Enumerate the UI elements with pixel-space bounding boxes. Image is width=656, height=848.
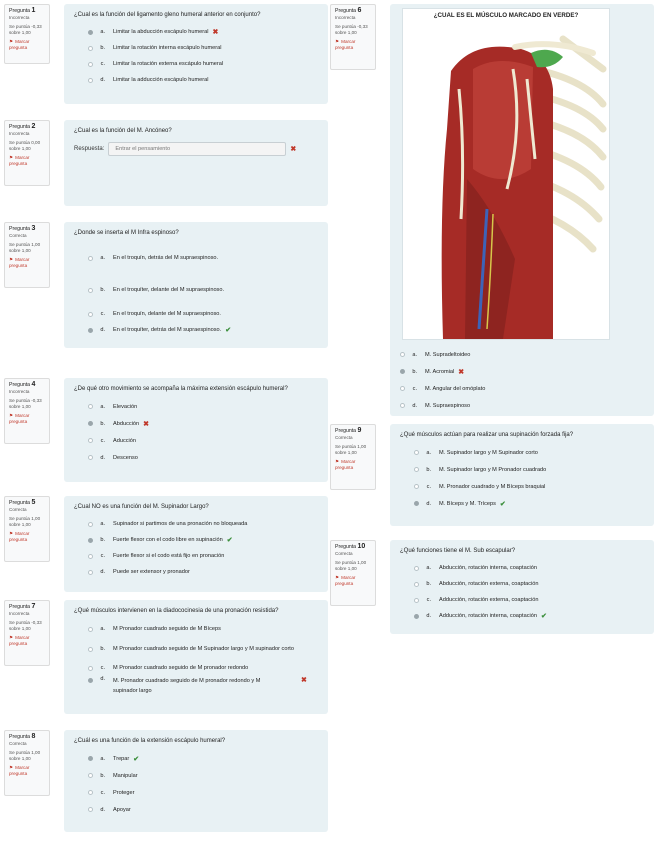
- question-info-9: Pregunta 9 Correcta Se puntúa 1,00 sobre 1,00 ⚑ Marcar pregunta: [330, 424, 376, 490]
- answer-option-a[interactable]: a. Supinador si partimos de una pronación no bloqueada: [88, 516, 318, 532]
- question-text: ¿Qué funciones tiene el M. Sub escapular?: [400, 548, 516, 554]
- question-info-5: Pregunta 5 Correcta Se puntúa 1,00 sobre 1,00 ⚑ Marcar pregunta: [4, 496, 50, 562]
- answer-label: Respuesta:: [74, 146, 105, 152]
- answer-option-d[interactable]: d. Adducción, rotación interna, coaptación ✔: [414, 608, 644, 624]
- answer-option-d[interactable]: d. Descenso: [88, 449, 318, 466]
- answer-option-c[interactable]: c. Adducción, rotación externa, coaptación: [414, 592, 644, 608]
- flag-icon: ⚑: [9, 257, 14, 262]
- question-6-options: [400, 346, 640, 414]
- status-text: Correcta: [9, 233, 27, 238]
- flag-icon: ⚑: [9, 531, 14, 536]
- incorrect-icon: ✖: [458, 368, 465, 376]
- grade-text: Se puntúa 0,00 sobre 1,00: [9, 140, 41, 151]
- question-card-10: [390, 540, 654, 634]
- flag-question-link[interactable]: ⚑ Marcar pregunta: [335, 575, 356, 586]
- question-card-2: [64, 120, 328, 206]
- question-text: ¿Cual es la función del ligamento gleno humeral anterior en conjunto?: [74, 12, 261, 18]
- answer-option-d[interactable]: d. Puede ser extensor y pronador: [88, 564, 318, 580]
- correct-icon: ✔: [133, 755, 140, 763]
- question-text: ¿Qué músculos actúan para realizar una supinación forzada fija?: [400, 432, 574, 438]
- correct-icon: ✔: [499, 500, 506, 508]
- flag-icon: ⚑: [335, 459, 340, 464]
- flag-question-link[interactable]: ⚑ Marcar pregunta: [9, 531, 30, 542]
- question-number: 5: [31, 499, 36, 506]
- grade-text: Se puntúa 1,00 sobre 1,00: [9, 516, 41, 527]
- flag-icon: ⚑: [9, 413, 14, 418]
- question-text: ¿CUAL ES EL MÚSCULO MARCADO EN VERDE?: [433, 12, 579, 19]
- answer-option-d[interactable]: d. M. Bíceps y M. Tríceps ✔: [414, 495, 644, 512]
- grade-text: Se puntúa -0,33 sobre 1,00: [9, 24, 42, 35]
- question-text: ¿Qué músculos intervienen en la diadococinesia de una pronación resistida?: [74, 608, 279, 614]
- question-card-3: [64, 222, 328, 348]
- answer-option-c[interactable]: c. Aducción: [88, 432, 318, 449]
- flag-question-link[interactable]: ⚑ Marcar pregunta: [9, 413, 30, 424]
- answer-option-b[interactable]: b. Manipular: [88, 767, 318, 784]
- answer-option-b[interactable]: b. Fuerte flexor con el codo libre en supinación ✔: [88, 532, 318, 548]
- question-text: ¿De qué otro movimiento se acompaña la máxima extensión escápulo humeral?: [74, 386, 288, 392]
- answer-option-d[interactable]: d. M. Supraespinoso: [400, 397, 640, 414]
- incorrect-icon: ✖: [212, 29, 219, 36]
- question-number: 4: [31, 381, 36, 388]
- question-text: ¿Cual NO es una función del M. Supinador Largo?: [74, 504, 209, 510]
- incorrect-icon: ✖: [290, 146, 297, 153]
- question-info-7: Pregunta 7 Incorrecta Se puntúa -0,33 sobre 1,00 ⚑ Marcar pregunta: [4, 600, 50, 666]
- answer-option-b[interactable]: b. M. Supinador largo y M Pronador cuadrado: [414, 461, 644, 478]
- question-info-3: Pregunta 3 Correcta Se puntúa 1,00 sobre 1,00 ⚑ Marcar pregunta: [4, 222, 50, 288]
- answer-option-a[interactable]: a. M. Supinador largo y M Supinador corto: [414, 444, 644, 461]
- answer-option-d[interactable]: d. M. Pronador cuadrado seguido de M pronador redondo y M supinador largo ✖: [88, 676, 318, 702]
- flag-icon: ⚑: [335, 575, 340, 580]
- question-info-6: Pregunta 6 Incorrecta Se puntúa -0,33 sobre 1,00 ⚑ Marcar pregunta: [330, 4, 376, 70]
- shoulder-muscle-image: [403, 9, 609, 339]
- answer-option-c[interactable]: c. Proteger: [88, 784, 318, 801]
- correct-icon: ✔: [225, 327, 232, 334]
- grade-text: Se puntúa -0,33 sobre 1,00: [9, 620, 42, 631]
- question-number: 7: [31, 603, 36, 610]
- answer-option-c[interactable]: c. M Pronador cuadrado seguido de M pronador redondo: [88, 660, 318, 676]
- answer-option-a[interactable]: a. Elevación: [88, 398, 318, 415]
- question-text: ¿Cual es la función del M. Ancóneo?: [74, 128, 172, 134]
- question-number: 6: [357, 7, 362, 14]
- answer-option-c[interactable]: c. M. Pronador cuadrado y M Bíceps braquial: [414, 478, 644, 495]
- answer-option-d[interactable]: d. En el troquíter, detrás del M supraespinoso. ✔: [88, 322, 318, 338]
- status-text: Incorrecta: [9, 15, 30, 20]
- answer-option-c[interactable]: c. En el troquín, delante del M supraespinoso.: [88, 306, 318, 322]
- answer-option-a[interactable]: a. M. Supradeltoideo: [400, 346, 640, 363]
- flag-icon: ⚑: [9, 155, 14, 160]
- answer-option-b[interactable]: b. M. Acromial ✖: [400, 363, 640, 380]
- flag-icon: ⚑: [9, 635, 14, 640]
- status-text: Incorrecta: [9, 131, 30, 136]
- flag-icon: ⚑: [9, 39, 14, 44]
- status-text: Correcta: [335, 551, 353, 556]
- question-number: 10: [357, 543, 366, 550]
- incorrect-icon: ✖: [143, 420, 149, 428]
- status-text: Correcta: [9, 741, 27, 746]
- question-number: 3: [31, 225, 36, 232]
- question-card-4: [64, 378, 328, 482]
- answer-option-a[interactable]: a. En el troquín, detrás del M supraespinoso.: [88, 242, 318, 274]
- grade-text: Se puntúa 1,00 sobre 1,00: [335, 560, 367, 571]
- grade-text: Se puntúa 1,00 sobre 1,00: [9, 750, 41, 761]
- question-number: 2: [31, 123, 36, 130]
- question-card-5: [64, 496, 328, 592]
- question-info-1: Pregunta 1 Incorrecta Se puntúa -0,33 sobre 1,00 ⚑ Marcar pregunta: [4, 4, 50, 64]
- correct-icon: ✔: [540, 613, 547, 620]
- flag-question-link[interactable]: ⚑ Marcar pregunta: [335, 459, 356, 470]
- answer-option-b[interactable]: b. Limitar la rotación interna escápulo humeral: [88, 40, 318, 56]
- flag-question-link[interactable]: ⚑ Marcar pregunta: [9, 257, 30, 268]
- flag-question-link[interactable]: ⚑ Marcar pregunta: [9, 765, 30, 776]
- question-card-7: [64, 600, 328, 714]
- question-card-8: [64, 730, 328, 832]
- answer-option-a[interactable]: a. M Pronador cuadrado seguido de M Bíceps: [88, 620, 318, 638]
- grade-text: Se puntúa 1,00 sobre 1,00: [9, 242, 41, 253]
- answer-option-b[interactable]: b. Abducción, rotación externa, coaptación: [414, 576, 644, 592]
- question-number: 8: [31, 733, 36, 740]
- grade-text: Se puntúa -0,33 sobre 1,00: [335, 24, 368, 35]
- status-text: Incorrecta: [9, 389, 30, 394]
- question-number: 9: [357, 427, 362, 434]
- status-text: Incorrecta: [9, 611, 30, 616]
- question-text: ¿Cuál es una función de la extensión escápulo humeral?: [74, 738, 226, 744]
- question-number: 1: [31, 7, 36, 14]
- flag-question-link[interactable]: ⚑ Marcar pregunta: [335, 39, 356, 50]
- status-text: Incorrecta: [335, 15, 356, 20]
- question-card-9: [390, 424, 654, 526]
- question-info-2: Pregunta 2 Incorrecta Se puntúa 0,00 sobre 1,00 ⚑ Marcar pregunta: [4, 120, 50, 186]
- question-info-8: Pregunta 8 Correcta Se puntúa 1,00 sobre 1,00 ⚑ Marcar pregunta: [4, 730, 50, 796]
- flag-question-link[interactable]: ⚑ Marcar pregunta: [9, 39, 30, 50]
- flag-icon: ⚑: [9, 765, 14, 770]
- answer-option-b[interactable]: b. En el troquíter, delante del M supraespinoso.: [88, 274, 318, 306]
- answer-option-a[interactable]: a. Trepar ✔: [88, 750, 318, 767]
- flag-question-link[interactable]: ⚑ Marcar pregunta: [9, 635, 30, 646]
- answer-option-a[interactable]: a. Abducción, rotación interna, coaptación: [414, 560, 644, 576]
- answer-input[interactable]: Entrar el pensamiento: [108, 142, 286, 156]
- answer-option-c[interactable]: c. Limitar la rotación externa escápulo humeral: [88, 56, 318, 72]
- anatomy-figure: [402, 8, 610, 340]
- status-text: Correcta: [9, 507, 27, 512]
- correct-icon: ✔: [226, 537, 233, 544]
- question-info-10: Pregunta 10 Correcta Se puntúa 1,00 sobre 1,00 ⚑ Marcar pregunta: [330, 540, 376, 606]
- question-card-1: [64, 4, 328, 104]
- answer-option-b[interactable]: b. M Pronador cuadrado seguido de M Supinador largo y M supinador corto: [88, 638, 318, 660]
- answer-option-d[interactable]: d. Apoyar: [88, 801, 318, 818]
- incorrect-icon: ✖: [301, 677, 307, 684]
- answer-option-d[interactable]: d. Limitar la adducción escápulo humeral: [88, 72, 318, 88]
- status-text: Correcta: [335, 435, 353, 440]
- flag-question-link[interactable]: ⚑ Marcar pregunta: [9, 155, 30, 166]
- question-text: ¿Donde se inserta el M Infra espinoso?: [74, 230, 179, 236]
- answer-row: [74, 142, 318, 156]
- answer-option-b[interactable]: b. Abducción ✖: [88, 415, 318, 432]
- answer-option-c[interactable]: c. Fuerte flexor si el codo está fijo en pronación: [88, 548, 318, 564]
- grade-text: Se puntúa 1,00 sobre 1,00: [335, 444, 367, 455]
- question-info-4: Pregunta 4 Incorrecta Se puntúa -0,33 sobre 1,00 ⚑ Marcar pregunta: [4, 378, 50, 444]
- answer-option-a[interactable]: a. Limitar la abducción escápulo humeral ✖: [88, 24, 318, 40]
- answer-option-c[interactable]: c. M. Angular del omóplato: [400, 380, 640, 397]
- flag-icon: ⚑: [335, 39, 340, 44]
- grade-text: Se puntúa -0,33 sobre 1,00: [9, 398, 42, 409]
